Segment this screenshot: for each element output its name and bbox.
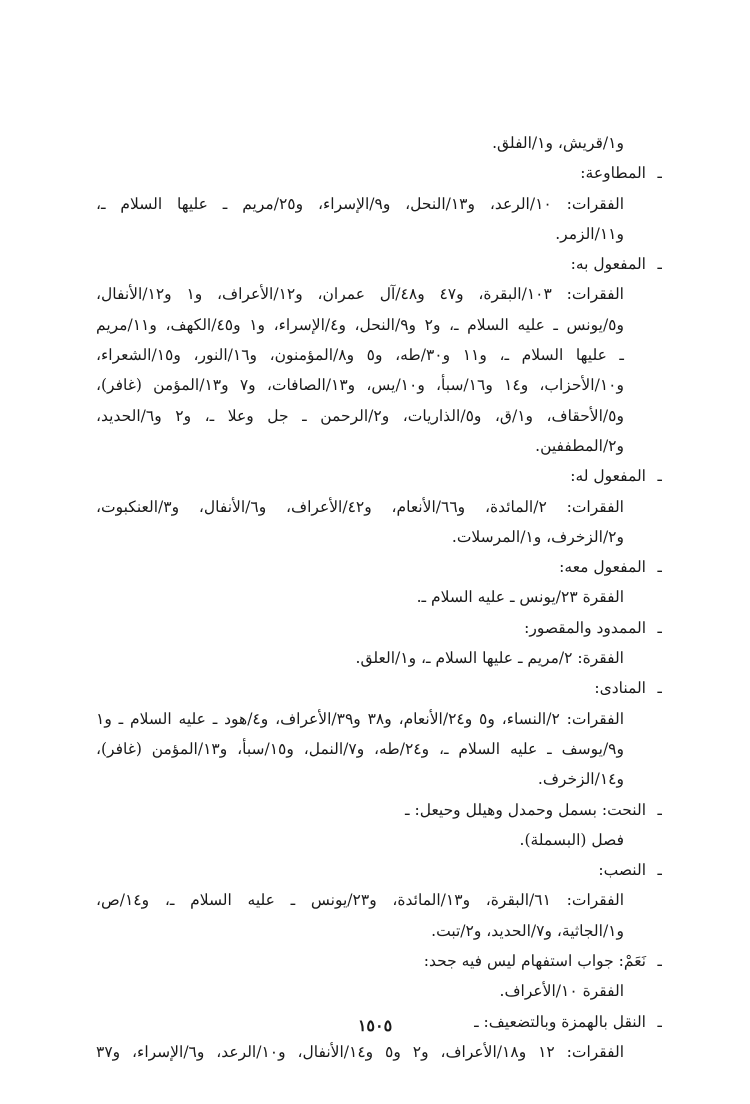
- reference-line: الفقرة: ٢/مريم ـ عليها السلام ـ، و١/العلق.: [355, 649, 624, 668]
- heading-text: المطاوعة:: [580, 164, 646, 183]
- reference-line: الفقرات: ١٠/الرعد، و١٣/النحل، و٩/الإسراء، و٢٥/مريم ـ عليها السلام ـ،: [96, 194, 624, 213]
- section-heading: [96, 946, 662, 976]
- heading-text: المفعول معه:: [559, 558, 646, 577]
- section-heading: [96, 249, 662, 279]
- reference-line: و١٤/الزخرف.: [537, 770, 624, 789]
- section-heading: [96, 613, 662, 643]
- reference-line: الفقرات: ٢/المائدة، و٦٦/الأنعام، و٤٢/الأعراف، و٦/الأنفال، و٣/العنكبوت،: [96, 497, 624, 516]
- reference-line: الفقرة ١٠/الأعراف.: [499, 982, 624, 1001]
- heading-dash: ـ: [657, 164, 662, 183]
- heading-dash: ـ: [657, 618, 662, 637]
- section-heading: [96, 673, 662, 703]
- reference-line: الفقرات: ٦١/البقرة، و١٣/المائدة، و٢٣/يونس ـ عليه السلام ـ، و١٤/ص،: [96, 891, 625, 910]
- reference-line: الفقرات: ٢/النساء، و٥ و٢٤/الأنعام، و٣٨ و٣٩/الأعراف، و٤/هود ـ عليه السلام ـ و١: [96, 709, 625, 728]
- section-heading: [96, 461, 662, 491]
- reference-line: الفقرات: ١٠٣/البقرة، و٤٧ و٤٨/آل عمران، و١٢/الأعراف، و١ و١٢/الأنفال،: [96, 285, 624, 304]
- reference-line: و٢/الزخرف، و١/المرسلات.: [451, 527, 624, 546]
- heading-dash: ـ: [657, 861, 662, 880]
- heading-dash: ـ: [657, 255, 662, 274]
- heading-text: المفعول له:: [570, 467, 646, 486]
- heading-text: النحت: بسمل وحمدل وهيلل وحيعل: ـ: [405, 800, 646, 819]
- heading-dash: ـ: [657, 800, 662, 819]
- heading-dash: ـ: [657, 1012, 662, 1031]
- section-heading: [96, 855, 662, 885]
- heading-text: المفعول به:: [570, 255, 646, 274]
- heading-text: النصب:: [598, 861, 646, 880]
- page-number: ١٥٠٥: [357, 1016, 393, 1035]
- index-content: [96, 128, 662, 1067]
- reference-line: ـ عليها السلام ـ، و١١ و٣٠/طه، و٥ و٨/المؤمنون، و١٦/النور، و١٥/الشعراء،: [96, 346, 624, 365]
- continuation-line: و١/قريش، و١/الفلق.: [492, 134, 624, 152]
- heading-dash: ـ: [657, 952, 662, 971]
- heading-dash: ـ: [657, 679, 662, 698]
- section-heading: [96, 552, 662, 582]
- reference-line: و١١/الزمر.: [555, 224, 624, 243]
- section-heading: [96, 795, 662, 825]
- reference-line: و٥/يونس ـ عليه السلام ـ، و٢ و٩/النحل، و٤/الإسراء، و١ و٤٥/الكهف، و١١/مريم: [96, 315, 624, 334]
- heading-dash: ـ: [657, 467, 662, 486]
- reference-line: و٥/الأحقاف، و١/ق، و٥/الذاريات، و٢/الرحمن ـ جل وعلا ـ، و٢ و٦/الحديد،: [96, 406, 624, 425]
- reference-line: و١/الجاثية، و٧/الحديد، و٢/تبت.: [431, 921, 624, 940]
- heading-text: المنادى:: [594, 679, 646, 698]
- reference-line: فصل (البسملة).: [519, 830, 624, 849]
- reference-line: و٩/يوسف ـ عليه السلام ـ، و٢٤/طه، و٧/النمل، و١٥/سبأ، و١٣/المؤمن (غافر)،: [96, 739, 624, 758]
- section-heading: [96, 158, 662, 188]
- reference-line: الفقرة ٢٣/يونس ـ عليه السلام ـ.: [416, 588, 624, 607]
- heading-text: النقل بالهمزة وبالتضعيف: ـ: [474, 1012, 646, 1031]
- reference-line: و١٠/الأحزاب، و١٤ و١٦/سبأ، و١٠/يس، و١٣/الصافات، و٧ و١٣/المؤمن (غافر)،: [96, 376, 624, 395]
- heading-dash: ـ: [657, 558, 662, 577]
- reference-line: الفقرات: ١٢ و١٨/الأعراف، و٢ و٥ و١٤/الأنفال، و١٠/الرعد، و٦/الإسراء، و٣٧: [96, 1042, 625, 1061]
- heading-text: نَعَمْ: جواب استفهام ليس فيه جحد:: [423, 952, 646, 971]
- heading-text: الممدود والمقصور:: [524, 618, 646, 637]
- reference-line: و٢/المطففين.: [535, 436, 624, 455]
